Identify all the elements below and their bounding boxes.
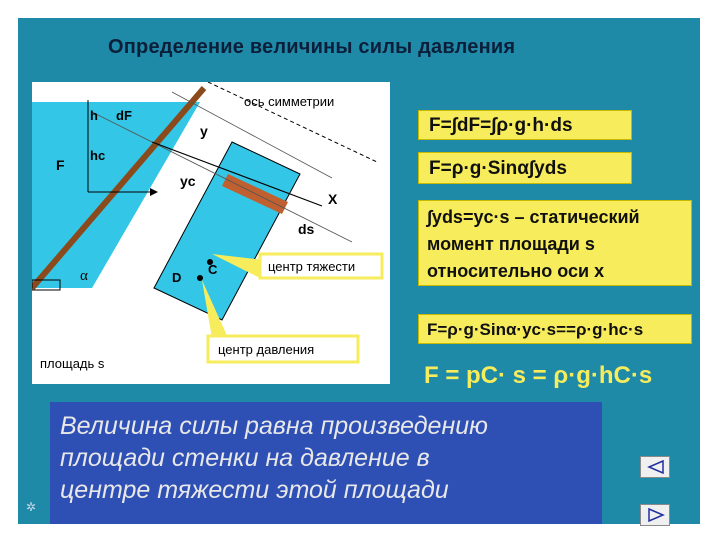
formula-static-moment-line: ∫yds=yc·s – статический [427, 207, 640, 227]
slide-title: Определение величины силы давления [108, 36, 516, 58]
label-ds: ds [298, 221, 315, 237]
formula-force-sin: F=ρ·g·Sinα∫yds [418, 152, 632, 184]
label-yc: yc [180, 173, 196, 189]
label-alpha: α [80, 268, 88, 284]
slide-corner-mark-icon: ✲ [26, 500, 37, 514]
formula-final: F = pC· s = ρ·g·hC·s [424, 362, 653, 389]
pressure-diagram [32, 82, 390, 384]
label-area-s: площадь s [40, 356, 105, 371]
callout-pressure-center-text: центр давления [218, 342, 315, 357]
formula-static-moment-line: момент площади s [427, 234, 595, 254]
formula-static-moment [418, 200, 692, 286]
label-y: y [200, 123, 208, 139]
conclusion-line: центре тяжести этой площади [60, 476, 449, 504]
formula-force-result: F=ρ·g·Sinα·yc·s==ρ·g·hc·s [418, 314, 692, 344]
label-axis-symmetry: ось симметрии [244, 94, 335, 109]
conclusion-text [60, 410, 600, 506]
label-F: F [56, 157, 65, 173]
conclusion-line: площади стенки на давление в [60, 444, 430, 472]
label-x: X [328, 191, 338, 207]
conclusion-line: Величина силы равна произведению [60, 412, 488, 440]
label-dF: dF [116, 108, 132, 123]
formula-integral-force: F=∫dF=∫ρ·g·h·ds [418, 110, 632, 140]
triangle-left-icon [647, 460, 665, 474]
formula-static-moment-line: относительно оси x [427, 261, 605, 281]
label-h: h [90, 108, 98, 123]
label-D: D [172, 270, 182, 285]
next-slide-button[interactable] [640, 504, 670, 526]
prev-slide-button[interactable] [640, 456, 670, 478]
point-d [197, 275, 203, 281]
label-hc: hc [90, 148, 106, 163]
callout-centroid-text: центр тяжести [268, 259, 356, 274]
label-C: C [208, 262, 218, 277]
triangle-right-icon [647, 508, 665, 522]
